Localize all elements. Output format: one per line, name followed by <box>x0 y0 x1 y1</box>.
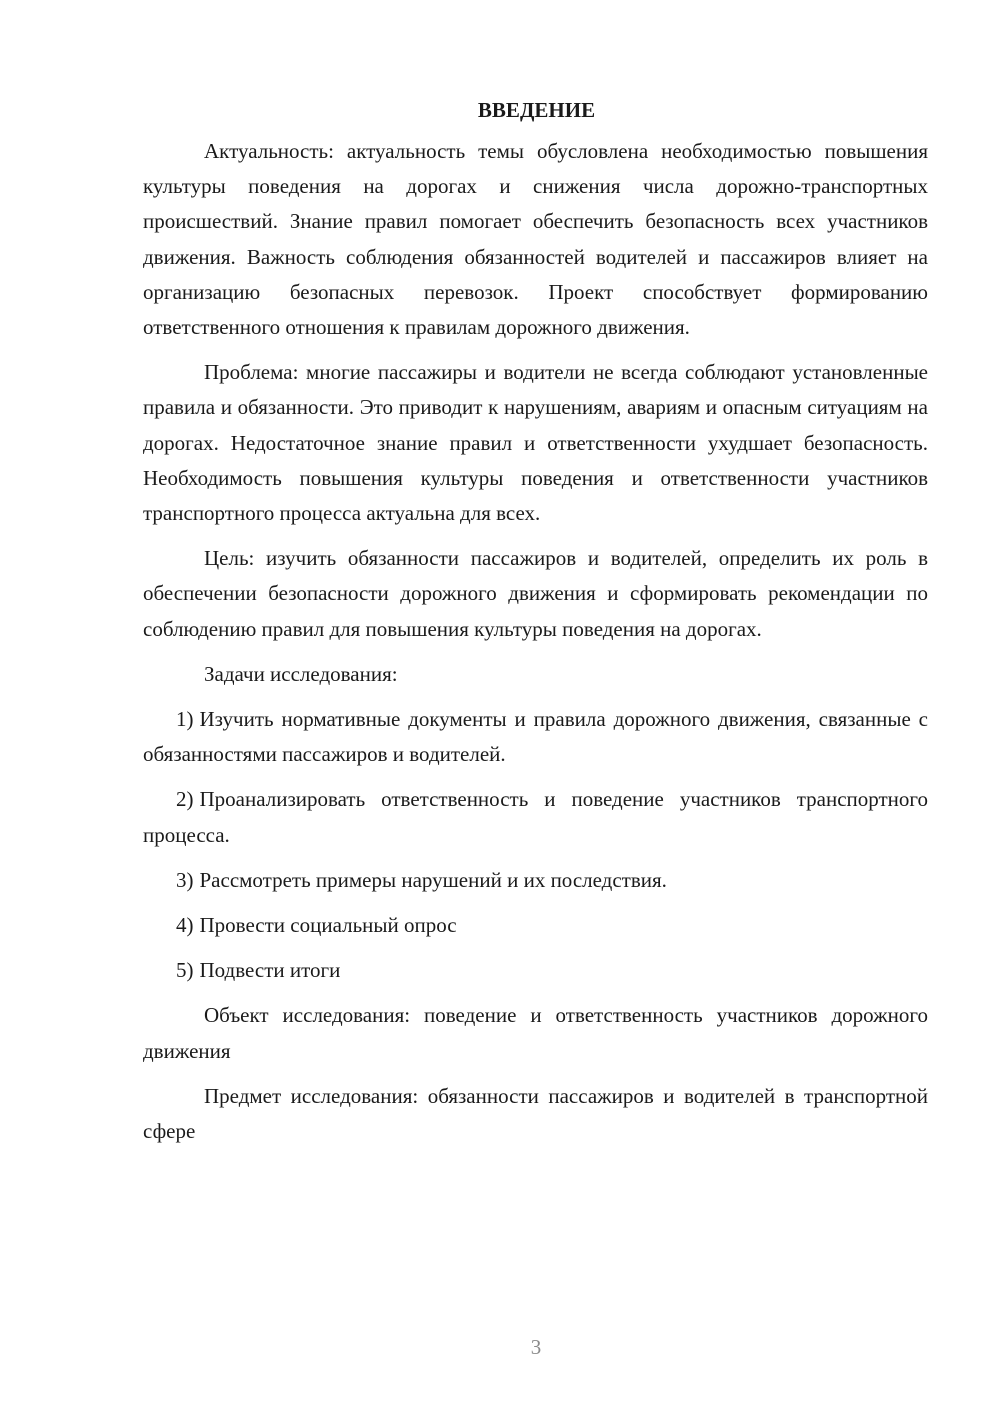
list-item <box>143 702 928 772</box>
list-item-number: 1) <box>176 707 194 732</box>
list-item <box>143 908 928 943</box>
list-item-text: Провести социальный опрос <box>199 913 457 938</box>
document-page <box>143 96 928 1159</box>
list-item-number: 5) <box>176 958 194 983</box>
list-item-text: Изучить нормативные документы и правила дорожного движения, связанные с обязанностями пассажиров и водителей. <box>143 707 928 767</box>
page-title: ВВЕДЕНИЕ <box>477 98 596 122</box>
list-item-text: Рассмотреть примеры нарушений и их последствия. <box>199 867 667 892</box>
list-item <box>143 782 928 852</box>
relevance-paragraph: Актуальность: актуальность темы обусловлена необходимостью повышения культуры поведения на дорогах и снижения числа дорожно-транспортных происшествий. Знание правил помогает обеспечить безопасность всех участников движения. Важность соблюдения обязанностей водителей и пассажиров влияет на организацию безопасных перевозок. Проект способствует формированию ответственного отношения к правилам дорожного движения. <box>143 139 928 340</box>
list-item <box>143 953 928 988</box>
subject-paragraph: Предмет исследования: обязанности пассажиров и водителей в транспортной сфере <box>143 1083 928 1144</box>
list-item-number: 2) <box>176 787 194 812</box>
page-number: 3 <box>530 1335 542 1359</box>
list-item-text: Проанализировать ответственность и поведение участников транспортного процесса. <box>143 787 928 847</box>
list-item-text: Подвести итоги <box>199 958 341 983</box>
object-paragraph: Объект исследования: поведение и ответственность участников дорожного движения <box>143 1003 928 1063</box>
problem-paragraph: Проблема: многие пассажиры и водители не всегда соблюдают установленные правила и обязанности. Это приводит к нарушениям, авариям и опасным ситуациям на дорогах. Недостаточное знание правил и ответственности ухудшает безопасность. Необходимость повышения культуры поведения и ответственности участников транспортного процесса актуальна для всех. <box>143 360 928 526</box>
list-item <box>143 863 928 898</box>
list-item-number: 4) <box>176 913 194 938</box>
tasks-heading: Задачи исследования: <box>204 661 398 686</box>
goal-paragraph: Цель: изучить обязанности пассажиров и водителей, определить их роль в обеспечении безопасности дорожного движения и сформировать рекомендации по соблюдению правил для повышения культуры поведения на дорогах. <box>143 546 928 641</box>
list-item-number: 3) <box>176 867 194 892</box>
tasks-list <box>143 702 928 988</box>
